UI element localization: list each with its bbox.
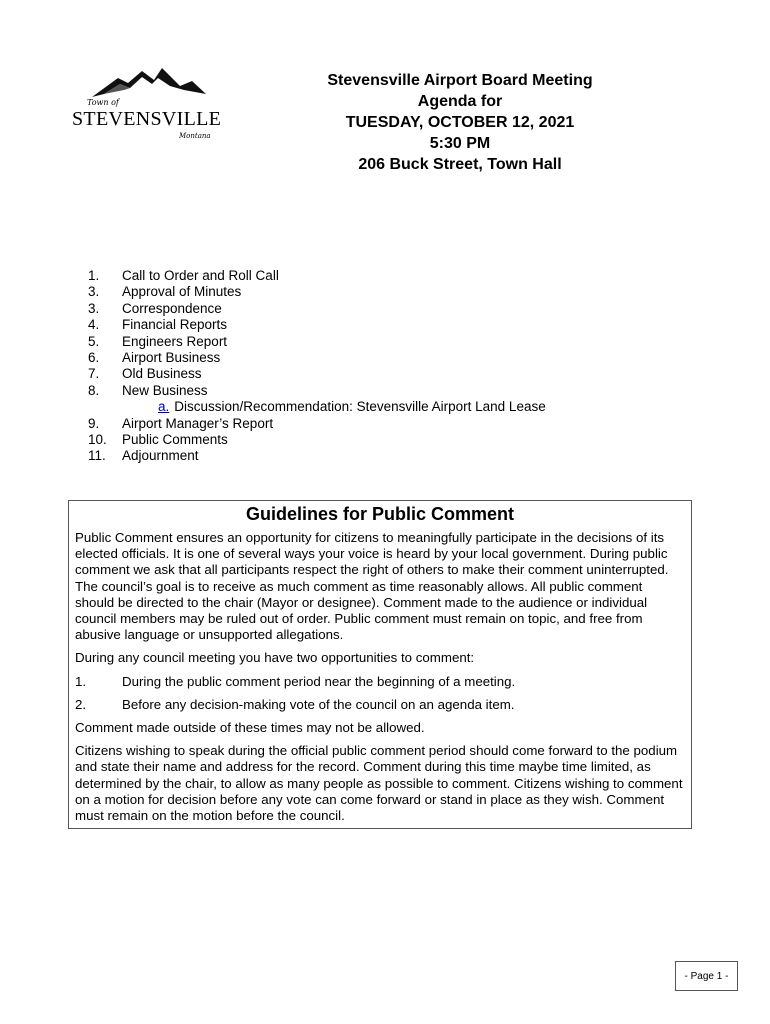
page-number: - Page 1 - <box>675 961 738 991</box>
meeting-location: 206 Buck Street, Town Hall <box>358 156 562 173</box>
meeting-title: Stevensville Airport Board Meeting <box>327 72 593 89</box>
guidelines-citizens: Citizens wishing to speak during the official public comment period should come forward to the podium and state their name and address for the record. Comment during this time maybe time limited, as determined by the chair, to allow as many people as possible to comment. Citizens wishing to comment on a motion for decision before any vote can come forward or stand in place as they wish. Comment must remain on the motion before the council. <box>75 743 683 824</box>
agenda-sub-item: a. Discussion/Recommendation: Stevensville Airport Land Lease <box>158 399 546 415</box>
list-item: 11. Adjournment <box>88 448 199 464</box>
meeting-time: 5:30 PM <box>429 135 491 152</box>
guidelines-opportunities: During any council meeting you have two opportunities to comment: <box>75 650 475 666</box>
list-item: 8. New Business <box>88 382 208 398</box>
public-comment-guidelines <box>68 500 692 829</box>
list-item: 9. Airport Manager’s Report <box>88 415 274 431</box>
list-item: 2. Before any decision-making vote of the council on an agenda item. <box>75 696 515 712</box>
meeting-header <box>290 70 630 175</box>
list-item: 10. Public Comments <box>88 432 228 448</box>
logo-town-of: Town of <box>87 98 119 107</box>
list-item: 6. Airport Business <box>88 350 221 366</box>
mountain-icon <box>84 66 209 98</box>
list-item: 1. Call to Order and Roll Call <box>88 268 279 283</box>
agenda-for: Agenda for <box>417 93 503 110</box>
logo-state: Montana <box>179 132 211 140</box>
guidelines-outside-times: Comment made outside of these times may not be allowed. <box>75 720 425 736</box>
logo-town-name: STEVENSVILLE <box>72 108 222 130</box>
sub-item-link[interactable]: a. <box>158 399 170 415</box>
list-item: 1. During the public comment period near the beginning of a meeting. <box>75 673 516 689</box>
list-item: 3. Approval of Minutes <box>88 284 242 300</box>
town-logo <box>72 66 232 146</box>
guidelines-intro: Public Comment ensures an opportunity for citizens to meaningfully participate in the decisions of its elected officials. It is one of several ways your voice is heard by your local government. During public comment we ask that all participants respect the right of others to make their comment uninterrupted. The council’s goal is to receive as much comment as time reasonably allows. All public comment should be directed to the chair (Mayor or designee). Comment made to the audience or individual council members may be ruled out of order. Public comment must remain on topic, and free from abusive language or unsupported allegations. <box>75 530 669 643</box>
agenda-list <box>88 268 546 465</box>
list-item: 7. Old Business <box>88 366 202 382</box>
list-item: 5. Engineers Report <box>88 333 228 349</box>
guidelines-title: Guidelines for Public Comment <box>245 504 515 524</box>
list-item: 4. Financial Reports <box>88 317 228 333</box>
meeting-date: TUESDAY, OCTOBER 12, 2021 <box>345 114 575 131</box>
list-item: 3. Correspondence <box>88 300 222 316</box>
